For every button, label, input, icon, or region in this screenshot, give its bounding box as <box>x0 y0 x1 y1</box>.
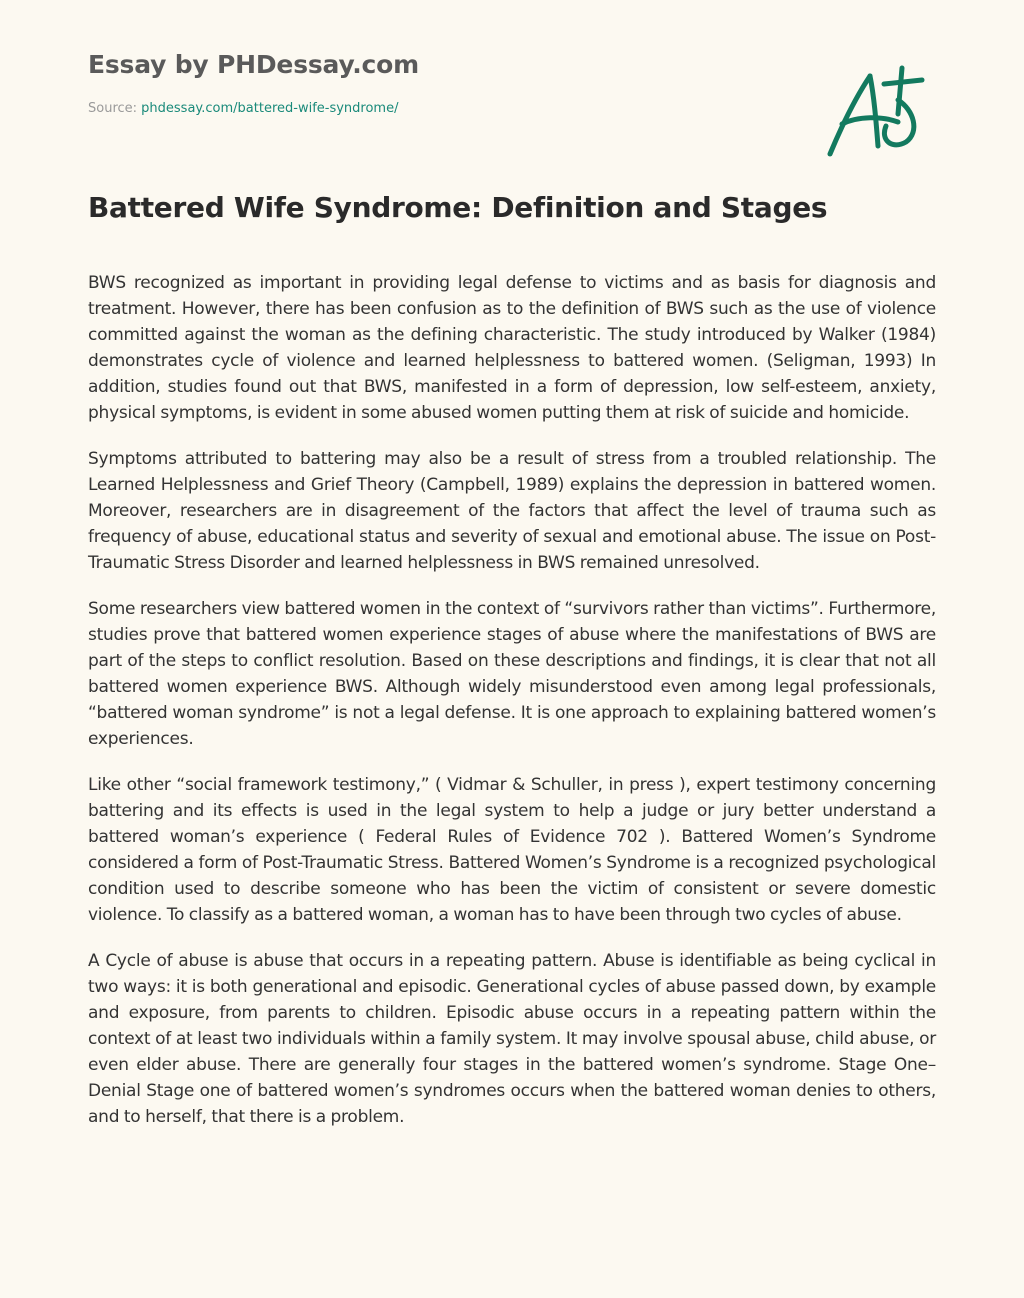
essay-body <box>88 270 936 1150</box>
source-line <box>88 101 398 116</box>
source-label: Source: <box>88 101 138 116</box>
essay-paragraph-2: Symptoms attributed to battering may also be a result of stress from a troubled relationship. The Learned Helplessness and Grief Theory (Campbell, 1989) explains the depression in battered women. Moreover, researchers are in disagreement of the factors that affect the level of trauma such as frequency of abuse, educational status and severity of sexual and emotional abuse. The issue on Post-Traumatic Stress Disorder and learned helplessness in BWS remained unresolved. <box>88 449 936 573</box>
page-title: Battered Wife Syndrome: Definition and Stages <box>88 191 828 224</box>
source-link[interactable]: phdessay.com/battered-wife-syndrome/ <box>141 101 399 116</box>
a-plus-grade-icon <box>818 62 930 162</box>
essay-paragraph-5: A Cycle of abuse is abuse that occurs in a repeating pattern. Abuse is identifiable as being cyclical in two ways: it is both generational and episodic. Generational cycles of abuse passed down, by example and exposure, from parents to children. Episodic abuse occurs in a repeating pattern within the context of at least two individuals within a family system. It may involve spousal abuse, child abuse, or even elder abuse. There are generally four stages in the battered women’s syndrome. Stage One–Denial Stage one of battered women’s syndromes occurs when the battered woman denies to others, and to herself, that there is a problem. <box>88 951 936 1127</box>
essay-paragraph-3: Some researchers view battered women in the context of “survivors rather than victims”. Furthermore, studies prove that battered women experience stages of abuse where the manifestations of BWS are part of the steps to conflict resolution. Based on these descriptions and findings, it is clear that not all battered women experience BWS. Although widely misunderstood even among legal professionals, “battered woman syndrome” is not a legal defense. It is one approach to explaining battered women’s experiences. <box>88 599 937 749</box>
site-title: Essay by PHDessay.com <box>88 50 419 79</box>
essay-paragraph-1: BWS recognized as important in providing legal defense to victims and as basis for diagnosis and treatment. However, there has been confusion as to the definition of BWS such as the use of violence committed against the woman as the defining characteristic. The study introduced by Walker (1984) demonstrates cycle of violence and learned helplessness to battered women. (Seligman, 1993) In addition, studies found out that BWS, manifested in a form of depression, low self-esteem, anxiety, physical symptoms, is evident in some abused women putting them at risk of suicide and homicide. <box>88 273 936 423</box>
essay-paragraph-4: Like other “social framework testimony,” ( Vidmar & Schuller, in press ), expert testimony concerning battering and its effects is used in the legal system to help a judge or jury better understand a battered woman’s experience ( Federal Rules of Evidence 702 ). Battered Women’s Syndrome considered a form of Post-Traumatic Stress. Battered Women’s Syndrome is a recognized psychological condition used to describe someone who has been the victim of consistent or severe domestic violence. To classify as a battered woman, a woman has to have been through two cycles of abuse. <box>88 775 936 925</box>
